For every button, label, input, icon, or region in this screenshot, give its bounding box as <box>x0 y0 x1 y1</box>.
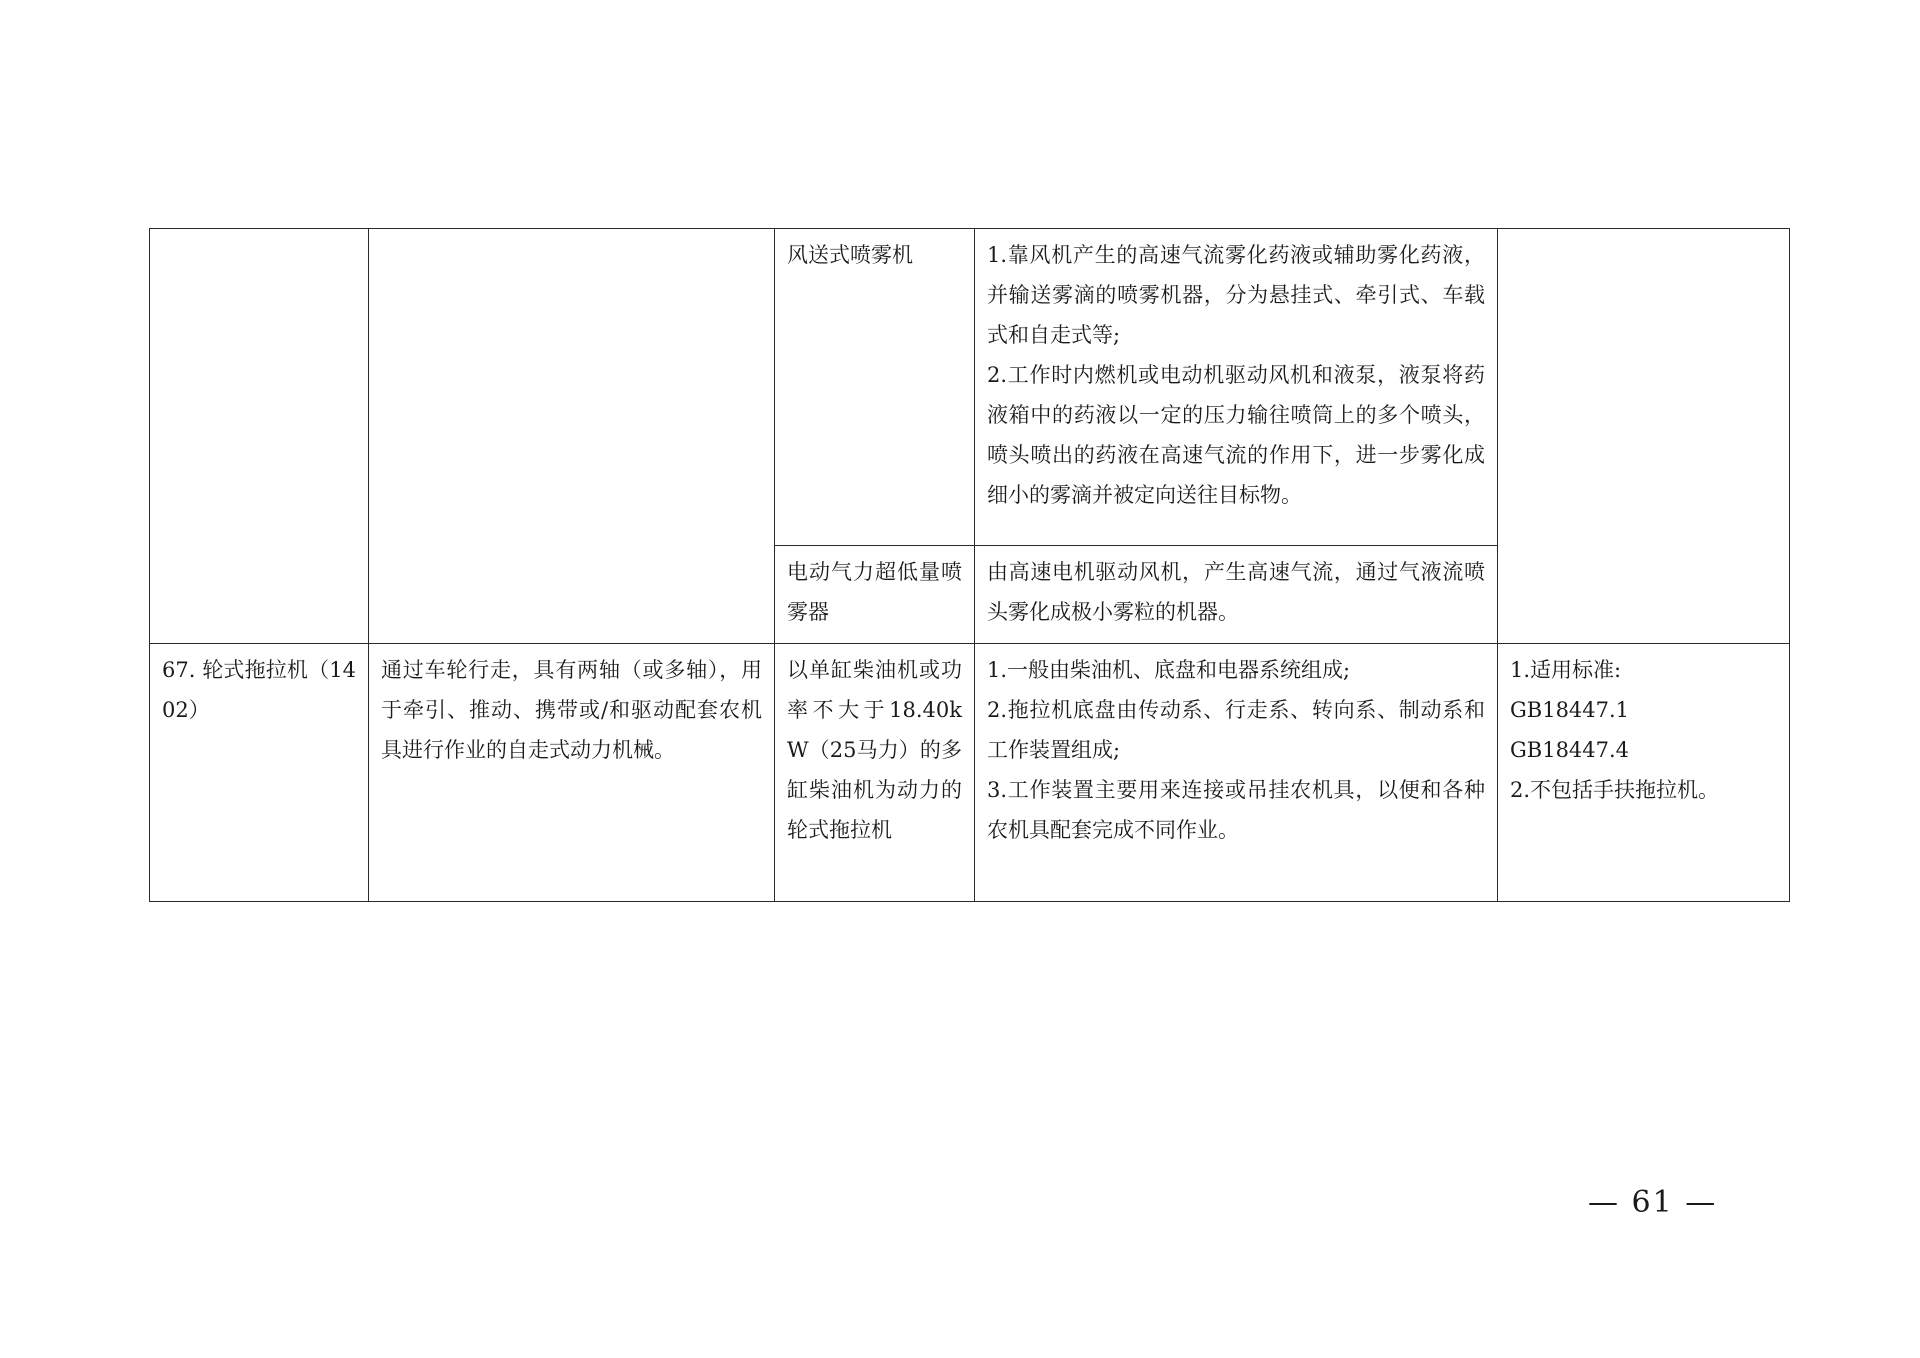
remark-item: GB18447.1 <box>1510 698 1630 722</box>
machine-type-cell: 以单缸柴油机或功率不大于18.40kW（25马力）的多缸柴油机为动力的轮式拖拉机 <box>775 644 975 902</box>
feature-item: 由高速电机驱动风机，产生高速气流，通过气液流喷头雾化成极小雾粒的机器。 <box>987 560 1485 624</box>
machine-type-cell: 电动气力超低量喷雾器 <box>775 546 975 644</box>
remark-item: GB18447.4 <box>1510 738 1630 762</box>
features-cell <box>975 229 1498 546</box>
definition-cell: 通过车轮行走，具有两轴（或多轴），用于牵引、推动、携带或/和驱动配套农机具进行作业的自走式动力机械。 <box>369 644 775 902</box>
remark-item: 1.适用标准: <box>1510 658 1622 682</box>
features-cell <box>975 546 1498 644</box>
remarks-cell <box>1498 644 1790 902</box>
feature-item: 2.工作时内燃机或电动机驱动风机和液泵，液泵将药液箱中的药液以一定的压力输往喷筒上的多个喷头，喷头喷出的药液在高速气流的作用下，进一步雾化成细小的雾滴并被定向送往目标物。 <box>987 363 1485 507</box>
machinery-classification-table <box>149 228 1790 902</box>
feature-item: 1.靠风机产生的高速气流雾化药液或辅助雾化药液，并输送雾滴的喷雾机器，分为悬挂式、牵引式、车载式和自走式等; <box>987 243 1485 347</box>
feature-item: 2.拖拉机底盘由传动系、行走系、转向系、制动系和工作装置组成; <box>987 698 1485 762</box>
table-row <box>150 644 1790 902</box>
feature-item: 1.一般由柴油机、底盘和电器系统组成; <box>987 658 1351 682</box>
category-cell-empty <box>150 229 369 644</box>
table-row <box>150 229 1790 546</box>
remarks-cell-empty <box>1498 229 1790 644</box>
definition-cell-empty <box>369 229 775 644</box>
category-cell: 67. 轮式拖拉机（1402） <box>150 644 369 902</box>
features-cell <box>975 644 1498 902</box>
machine-type-cell: 风送式喷雾机 <box>775 229 975 546</box>
page-number: — 61 — <box>1588 1185 1718 1220</box>
remark-item: 2.不包括手扶拖拉机。 <box>1510 778 1720 802</box>
feature-item: 3.工作装置主要用来连接或吊挂农机具，以便和各种农机具配套完成不同作业。 <box>987 778 1485 842</box>
